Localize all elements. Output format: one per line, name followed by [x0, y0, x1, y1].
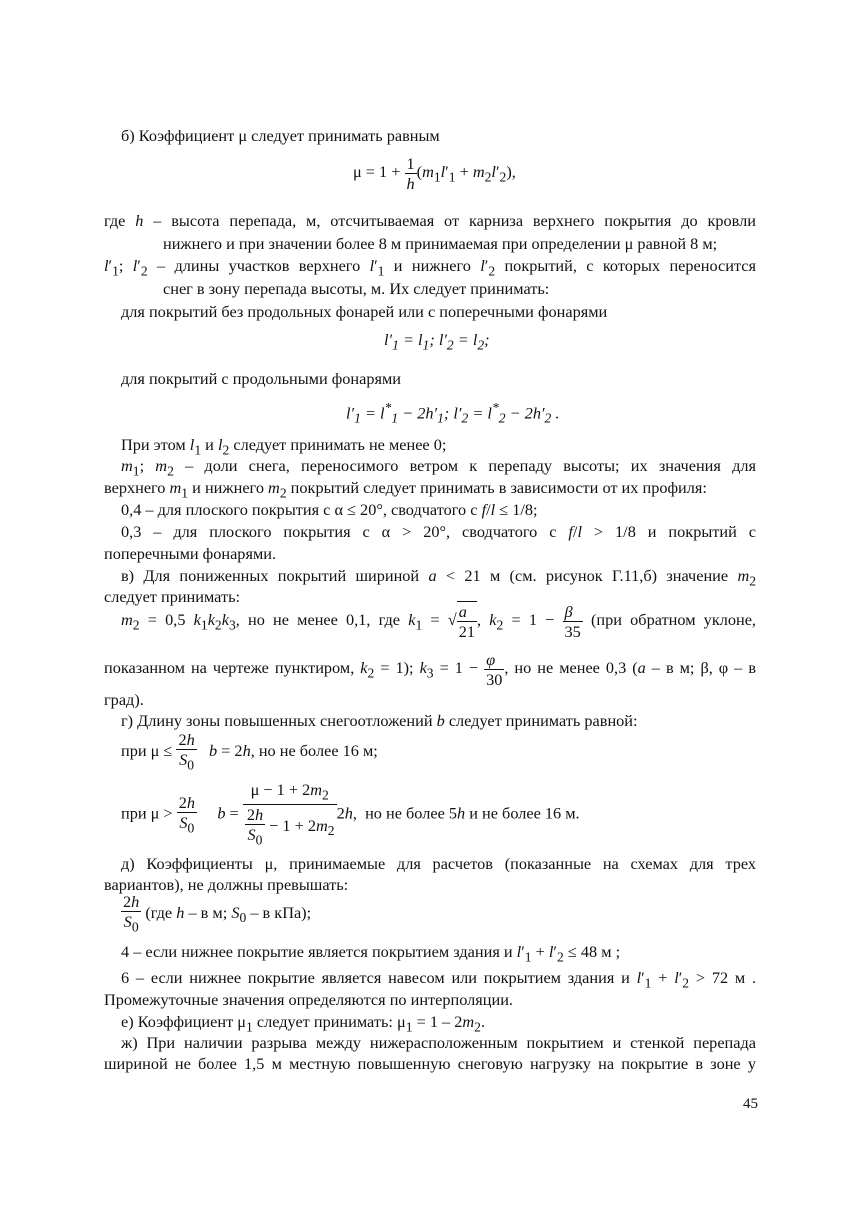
when-mu-gt: при μ > $\frac{2h}{S_0}$ b = $\mu - 1 + 2m_2$ $\frac{2h}{S_0}$ − $1 + 2m_2$ 2h, но не более 5h и не более 16 м.: [121, 780, 580, 848]
k3-line: показанном на чертеже пунктиром, $k_2 = 1$); $k_3 = 1$ − $\frac{\varphi}{30}$ , но не менее 0,3 (a – в м; β, φ – в: [104, 649, 757, 689]
formula-l1: $l'_1 = l_1$; $l'_2 = l_2$;: [384, 330, 490, 353]
m-shares-line-2: верхнего $m_1$ и нижнего $m_2$ покрытий следует принимать в зависимости от их профиля:: [104, 478, 707, 501]
section-g-title: г) Длину зоны повышенных снегоотложений b следует принимать равной:: [121, 711, 638, 730]
section-zh-line-1: ж) При наличии разрыва между нижерасположенным покрытием и стенкой перепада: [121, 1033, 756, 1052]
interpolation-text: Промежуточные значения определяются по интерполяции.: [104, 990, 513, 1009]
formula-l2: $l'_1 = l^*_1 - 2h'_1$; $l'_2 = l^*_2 - 2h'_2$ .: [346, 400, 560, 426]
case-four: 4 – если нижнее покрытие является покрытием здания и $l'_1 + l'_2 \le 48$ м ;: [121, 942, 621, 965]
section-c-line-2: следует принимать:: [104, 587, 241, 606]
section-c-line-1: в) Для пониженных покрытий шириной a < 21 м (см. рисунок Г.11,б) значение $m_2$: [121, 566, 756, 589]
section-zh-line-2: шириной не более 1,5 м местную повышенную снеговую нагрузку на покрытие в зоне у: [104, 1054, 756, 1073]
case-03-line-1: 0,3 – для плоского покрытия с α > 20°, сводчатого с f/l > 1/8 и покрытий с: [121, 522, 756, 541]
where-h-line-1: где h – высота перепада, м, отсчитываемая от карниза верхнего покрытия до кровли: [104, 211, 756, 230]
grad-text: град).: [104, 690, 144, 709]
case-03-line-2: поперечными фонарями.: [104, 544, 277, 563]
where-l-line-2: снег в зону перепада высоты, м. Их следует принимать:: [163, 279, 550, 298]
page-number: 45: [743, 1096, 758, 1112]
m2-formula-line: $m_2 = 0,5$ $k_1k_2k_3$, но не менее 0,1, где $k_1$ = √ $\frac{a}{21}$ , $k_2 = 1$ − $\frac{\beta}{35}$ (при обратном уклоне,: [121, 601, 757, 642]
section-d-line-1: д) Коэффициенты μ, принимаемые для расчетов (показанные на схемах для трех: [121, 854, 756, 873]
long-lanterns-text: для покрытий с продольными фонарями: [121, 369, 402, 388]
not-less-zero-text: При этом $l_1$ и $l_2$ следует принимать не менее 0;: [121, 435, 447, 458]
section-e-text: е) Коэффициент $\mu_1$ следует принимать: $\mu_1 = 1 - 2m_2$.: [121, 1012, 486, 1035]
d-where: $\frac{2h}{S_0}$ (где h – в м; $S_0$ – в кПа);: [123, 892, 312, 935]
formula-mu: μ = 1 + $\frac{1}{h}$ $(m_1l'_1 + m_2l'_2)$,: [353, 153, 516, 193]
m-shares-line-1: $m_1$; $m_2$ – доли снега, переносимого ветром к перепаду высоты; их значения для: [121, 456, 756, 479]
case-six: 6 – если нижнее покрытие является навесом или покрытием здания и $l'_1 + l'_2 > 72$ м .: [121, 968, 757, 991]
where-l-line-1: $l'_1$; $l'_2$ – длины участков верхнего $l'_1$ и нижнего $l'_2$ покрытий, с которых переносится: [104, 256, 756, 279]
section-d-line-2: вариантов), не должны превышать:: [104, 875, 349, 894]
case-04-text: 0,4 – для плоского покрытия с α ≤ 20°, сводчатого с f/l ≤ 1/8;: [121, 500, 538, 519]
when-mu-le: при μ ≤ $\frac{2h}{S_0}$ b = 2h, но не более 16 м;: [121, 730, 378, 773]
section-b-title: б) Коэффициент μ следует принимать равным: [121, 126, 440, 145]
no-lanterns-text: для покрытий без продольных фонарей или с поперечными фонарями: [121, 302, 608, 321]
where-h-line-2: нижнего и при значении более 8 м принимаемая при определении μ равной 8 м;: [163, 234, 718, 253]
